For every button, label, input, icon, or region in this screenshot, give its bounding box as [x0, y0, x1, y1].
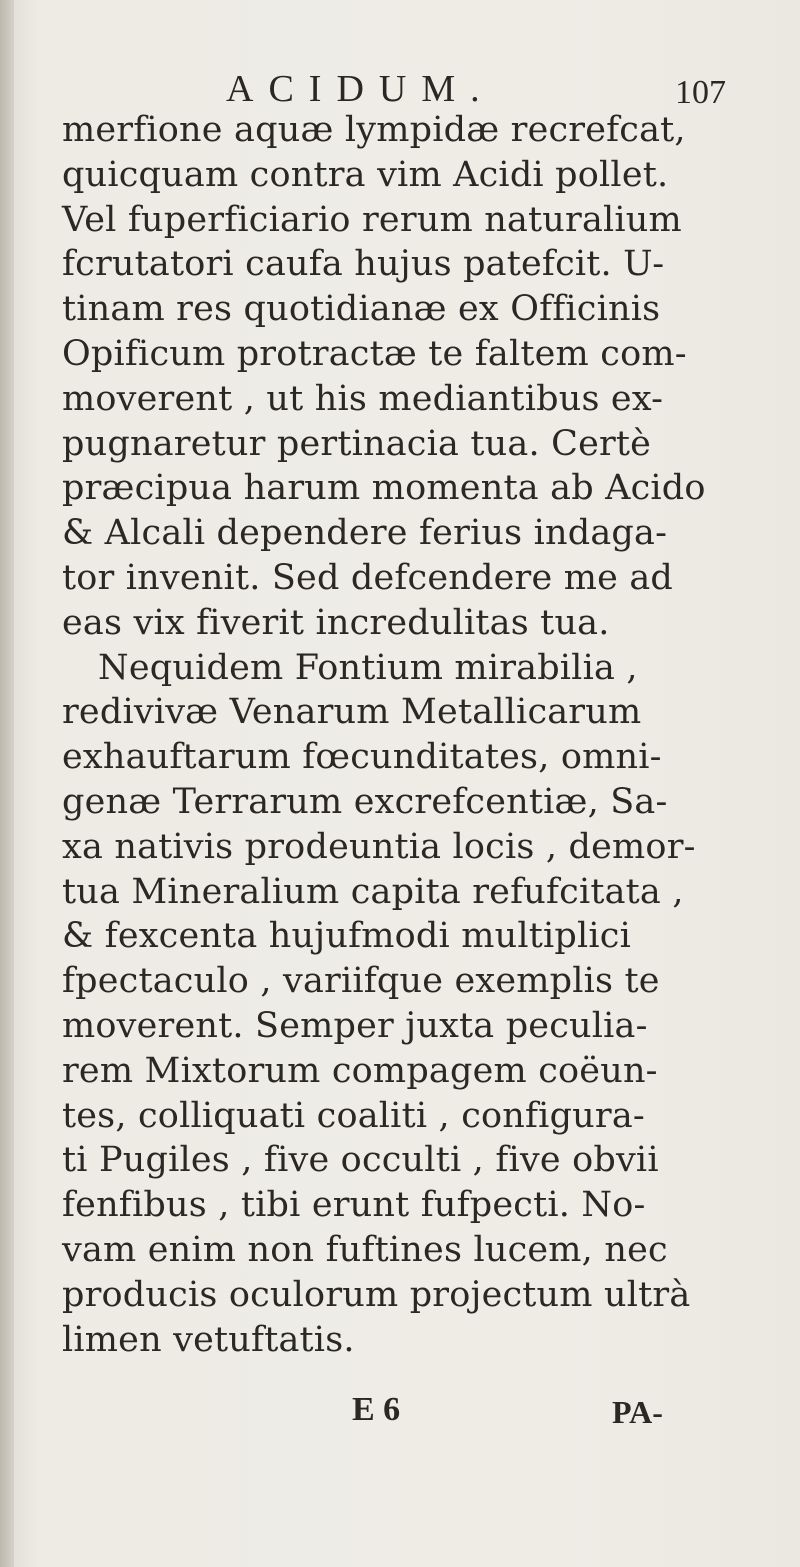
text-line: rem Mixtorum compagem coëun- — [62, 1050, 658, 1091]
text-line: tinam res quotidianæ ex Officinis — [62, 289, 661, 330]
text-line: redivivæ Venarum Metallicarum — [62, 692, 642, 733]
text-line: fpectaculo , variifque exemplis te — [62, 961, 660, 1002]
running-title: ACIDUM. — [226, 68, 495, 110]
body-text — [62, 108, 782, 1362]
text-line: moverent. Semper juxta peculia- — [62, 1005, 648, 1046]
text-line: eas vix fiverit incredulitas tua. — [62, 602, 610, 643]
text-line: & Alcali dependere ferius indaga- — [62, 513, 668, 554]
catchword: PA- — [612, 1394, 663, 1430]
text-line: Opificum protractæ te faltem com- — [62, 333, 687, 374]
text-line: producis oculorum projectum ultrà — [62, 1274, 691, 1315]
text-line: xa nativis prodeuntia locis , demor- — [62, 826, 696, 867]
paragraph-start-line: Nequidem Fontium mirabilia , — [98, 647, 638, 688]
signature-mark: E 6 — [352, 1391, 401, 1428]
text-line: exhauftarum fœcunditates, omni- — [62, 737, 662, 778]
page-gutter — [0, 0, 14, 1567]
text-line: genæ Terrarum excrefcentiæ, Sa- — [62, 781, 668, 822]
text-line: tua Mineralium capita refufcitata , — [62, 871, 684, 912]
text-line: tes, colliquati coaliti , configura- — [62, 1095, 645, 1136]
text-line: præcipua harum momenta ab Acido — [62, 468, 706, 509]
text-line: fenfibus , tibi erunt fufpecti. No- — [62, 1185, 646, 1226]
text-line: vam enim non fuftines lucem, nec — [62, 1229, 668, 1270]
running-head — [0, 64, 800, 114]
text-line: & fexcenta hujufmodi multiplici — [62, 916, 631, 957]
page-number: 107 — [675, 74, 726, 111]
text-line: fcrutatori caufa hujus patefcit. U- — [62, 244, 665, 285]
text-line: quicquam contra vim Acidi pollet. — [62, 154, 669, 195]
text-line: moverent , ut his mediantibus ex- — [62, 378, 664, 419]
page-footer — [0, 1385, 800, 1435]
text-line: tor invenit. Sed defcendere me ad — [62, 557, 673, 598]
text-line: ti Pugiles , five occulti , five obvii — [62, 1140, 659, 1181]
text-line: pugnaretur pertinacia tua. Certè — [62, 423, 652, 464]
text-line: merfione aquæ lympidæ recrefcat, — [62, 110, 686, 150]
text-line: Vel fuperficiario rerum naturalium — [62, 199, 682, 240]
text-line: limen vetuftatis. — [62, 1319, 355, 1360]
